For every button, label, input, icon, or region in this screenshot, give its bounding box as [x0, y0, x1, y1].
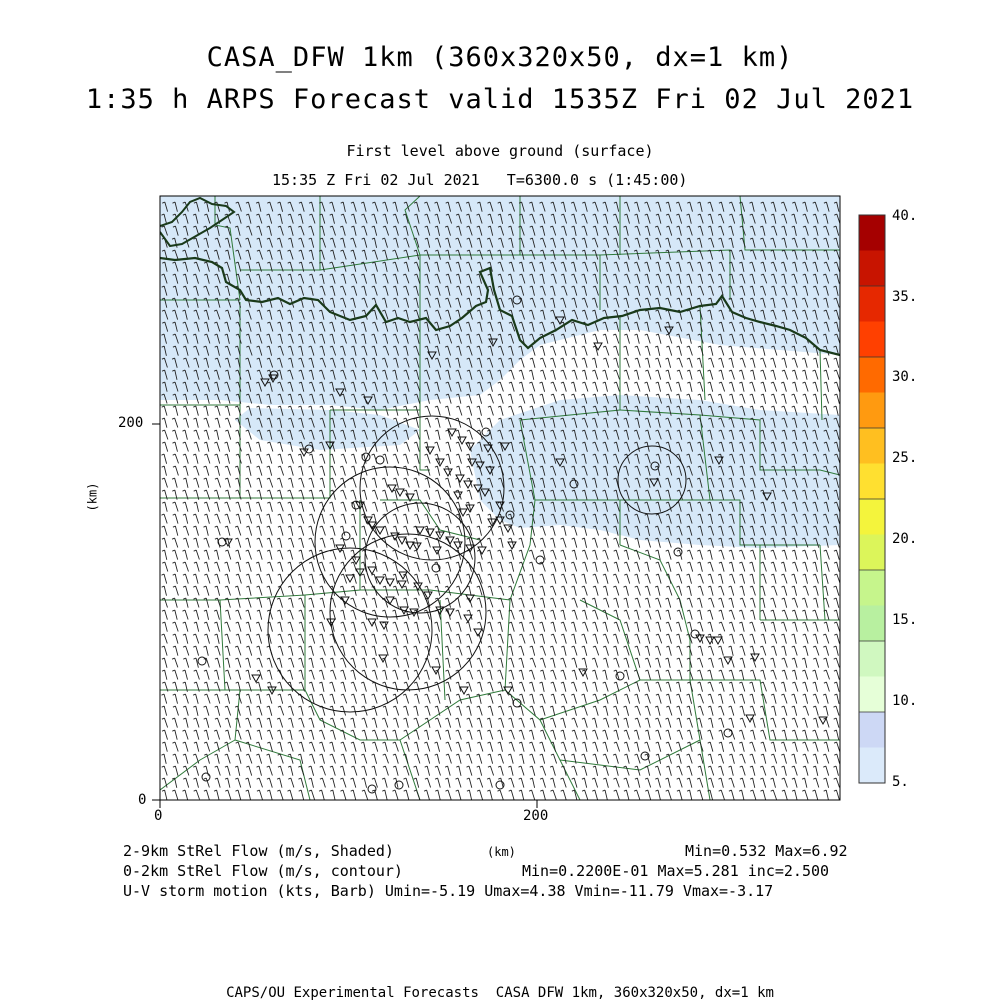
- colorbar-swatch: [859, 464, 885, 500]
- colorbar-swatch: [859, 748, 885, 784]
- legend-row-1: 2-9km StRel Flow (m/s, Shaded): [123, 842, 394, 860]
- x-tick-0: 0: [154, 808, 163, 824]
- colorbar-label-15: 15.: [892, 612, 918, 628]
- colorbar-label-20: 20.: [892, 531, 918, 547]
- colorbar-label-5: 5.: [892, 774, 909, 790]
- colorbar-swatch: [859, 393, 885, 429]
- colorbar-swatch: [859, 428, 885, 464]
- footer-credit: CAPS/OU Experimental Forecasts CASA DFW 1km, 360x320x50, dx=1 km: [226, 985, 774, 1000]
- colorbar-swatch: [859, 251, 885, 287]
- plot-area: [160, 196, 840, 800]
- colorbar-label-10: 10.: [892, 693, 918, 709]
- colorbar-swatch: [859, 677, 885, 713]
- y-tick-200: 200: [118, 415, 144, 431]
- colorbar-swatch: [859, 322, 885, 358]
- colorbar-swatch: [859, 606, 885, 642]
- legend-row-3: U-V storm motion (kts, Barb) Umin=-5.19 Umax=4.38 Vmin=-11.79 Vmax=-3.17: [123, 882, 774, 900]
- title-line-1: CASA_DFW 1km (360x320x50, dx=1 km): [206, 42, 794, 73]
- colorbar-swatch: [859, 215, 885, 251]
- level-label: First level above ground (surface): [346, 142, 654, 160]
- y-axis-unit: (km): [85, 482, 100, 512]
- legend-row-1-stats: Min=0.532 Max=6.92: [685, 842, 848, 860]
- y-tick-0: 0: [138, 792, 147, 808]
- colorbar-swatch: [859, 712, 885, 748]
- title-line-2: 1:35 h ARPS Forecast valid 1535Z Fri 02 Jul 2021: [85, 84, 915, 115]
- legend-row-2: 0-2km StRel Flow (m/s, contour): [123, 862, 403, 880]
- colorbar-swatch: [859, 641, 885, 677]
- x-axis-unit: (km): [487, 845, 516, 859]
- x-tick-200: 200: [523, 808, 549, 824]
- colorbar-label-35: 35.: [892, 289, 918, 305]
- colorbar-label-40: 40.: [892, 208, 918, 224]
- colorbar-swatch: [859, 357, 885, 393]
- colorbar: [859, 215, 885, 784]
- colorbar-swatch: [859, 286, 885, 322]
- colorbar-label-30: 30.: [892, 369, 918, 385]
- colorbar-swatch: [859, 535, 885, 571]
- valid-time-label: 15:35 Z Fri 02 Jul 2021 T=6300.0 s (1:45:00): [272, 171, 688, 189]
- colorbar-swatch: [859, 570, 885, 606]
- colorbar-label-25: 25.: [892, 450, 918, 466]
- colorbar-swatch: [859, 499, 885, 535]
- legend-row-2-stats: Min=0.2200E-01 Max=5.281 inc=2.500: [522, 862, 830, 880]
